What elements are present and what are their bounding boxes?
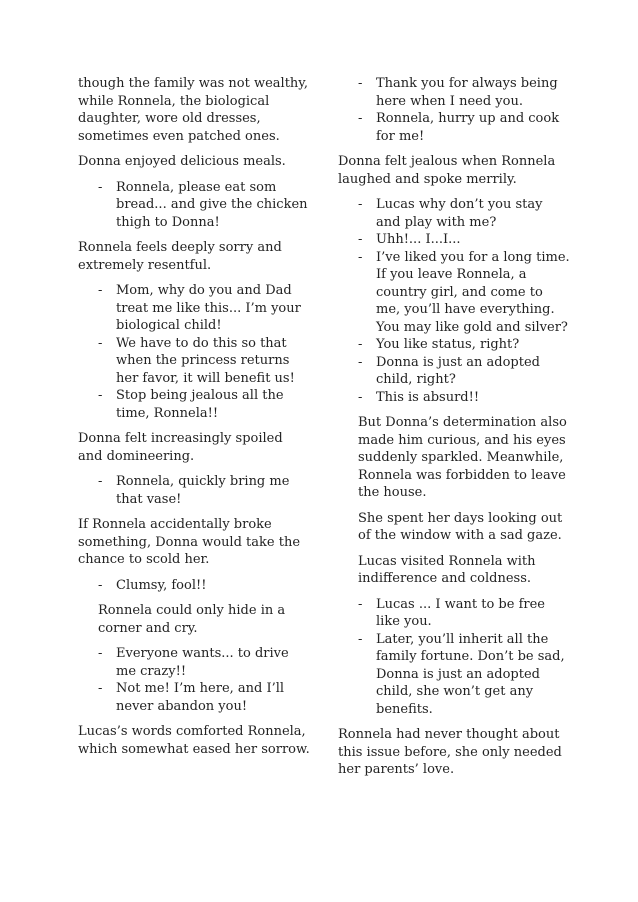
list-item-text: We have to do this so that when the princess returns her favor, it will benefit us! — [116, 335, 295, 386]
dash-bullet: - — [358, 337, 363, 352]
dialogue-list — [338, 196, 570, 406]
dash-bullet: - — [98, 179, 103, 195]
list-item-text: Lucas ... I want to be free like you. — [376, 596, 545, 629]
dash-bullet: - — [358, 232, 363, 247]
dash-bullet: - — [358, 389, 363, 405]
dash-bullet: - — [358, 197, 363, 212]
paragraph: Lucas’s words comforted Ronnela, which somewhat eased her sorrow. — [78, 724, 310, 757]
list-item-text: Clumsy, fool!! — [116, 577, 207, 593]
dash-bullet: - — [98, 577, 103, 593]
paragraph: Donna felt jealous when Ronnela laughed and spoke merrily. — [338, 154, 556, 187]
paragraph: Donna felt increasingly spoiled and domineering. — [78, 431, 283, 464]
list-item — [358, 389, 570, 407]
dialogue-list — [78, 645, 310, 715]
list-item — [98, 179, 310, 232]
paragraph: Lucas visited Ronnela with indifference and coldness. — [358, 553, 536, 586]
list-item-text: Thank you for always being here when I need you. — [376, 76, 558, 109]
list-item-text: I’ve liked you for a long time. If you leave Ronnela, a country girl, and come to me, you’ll have everything. You may like gold and silver? — [376, 249, 570, 335]
dash-bullet: - — [98, 474, 103, 489]
paragraph: Ronnela had never thought about this issue before, she only needed her parents’ love. — [338, 727, 562, 777]
list-item — [98, 680, 310, 715]
left-column — [78, 75, 310, 766]
list-item — [98, 335, 310, 388]
list-item — [358, 110, 570, 145]
list-item-text: Ronnela, please eat som bread... and give the chicken thigh to Donna! — [116, 179, 308, 230]
paragraph: But Donna’s determination also made him curious, and his eyes suddenly sparkled. Meanwhile, Ronnela was forbidden to leave the house. — [358, 415, 567, 500]
list-item — [358, 249, 570, 337]
list-item-text: Uhh!... I...I... — [376, 232, 461, 247]
list-item — [358, 354, 570, 389]
dialogue-list — [78, 577, 310, 595]
paragraph: She spent her days looking out of the window with a sad gaze. — [358, 510, 563, 543]
dash-bullet: - — [358, 631, 363, 647]
list-item-text: This is absurd!! — [376, 389, 480, 405]
dialogue-list — [338, 75, 570, 145]
list-item-text: Mom, why do you and Dad treat me like this... I’m your biological child! — [116, 283, 301, 333]
paragraph: Ronnela feels deeply sorry and extremely resentful. — [78, 240, 282, 273]
dash-bullet: - — [98, 283, 103, 298]
list-item — [98, 387, 310, 422]
dash-bullet: - — [358, 596, 363, 612]
right-column — [338, 75, 570, 787]
dash-bullet: - — [358, 249, 363, 265]
list-item — [98, 577, 310, 595]
list-item — [98, 473, 310, 508]
dash-bullet: - — [358, 111, 363, 126]
dialogue-list — [338, 596, 570, 719]
list-item — [98, 645, 310, 680]
dash-bullet: - — [98, 335, 103, 351]
dash-bullet: - — [98, 388, 103, 403]
paragraph: Donna enjoyed delicious meals. — [78, 154, 286, 169]
list-item-text: You like status, right? — [376, 337, 520, 352]
dialogue-list — [78, 282, 310, 422]
list-item-text: Everyone wants... to drive me crazy!! — [116, 646, 289, 679]
list-item-text: Not me! I’m here, and I’ll never abandon you! — [116, 681, 285, 714]
dash-bullet: - — [98, 681, 103, 696]
list-item — [358, 596, 570, 631]
list-item-text: Ronnela, quickly bring me that vase! — [116, 474, 290, 507]
dash-bullet: - — [98, 646, 103, 661]
dash-bullet: - — [358, 354, 363, 370]
list-item-text: Lucas why don’t you stay and play with me? — [376, 197, 543, 230]
paragraph: Ronnela could only hide in a corner and cry. — [98, 603, 286, 636]
list-item — [358, 196, 570, 231]
list-item — [358, 231, 570, 249]
paragraph: If Ronnela accidentally broke something, Donna would take the chance to scold her. — [78, 517, 301, 567]
dash-bullet: - — [358, 76, 363, 91]
dialogue-list — [78, 473, 310, 508]
list-item — [98, 282, 310, 335]
list-item — [358, 631, 570, 719]
dialogue-list — [78, 179, 310, 232]
list-item-text: Later, you’ll inherit all the family fortune. Don’t be sad, Donna is just an adopted child, she won’t get any benefits. — [376, 631, 565, 717]
list-item-text: Ronnela, hurry up and cook for me! — [376, 111, 560, 144]
list-item-text: Stop being jealous all the time, Ronnela!! — [116, 388, 284, 421]
list-item — [358, 336, 570, 354]
list-item-text: Donna is just an adopted child, right? — [376, 354, 540, 387]
paragraph: though the family was not wealthy, while Ronnela, the biological daughter, wore old dresses, sometimes even patched ones. — [78, 76, 309, 144]
list-item — [358, 75, 570, 110]
